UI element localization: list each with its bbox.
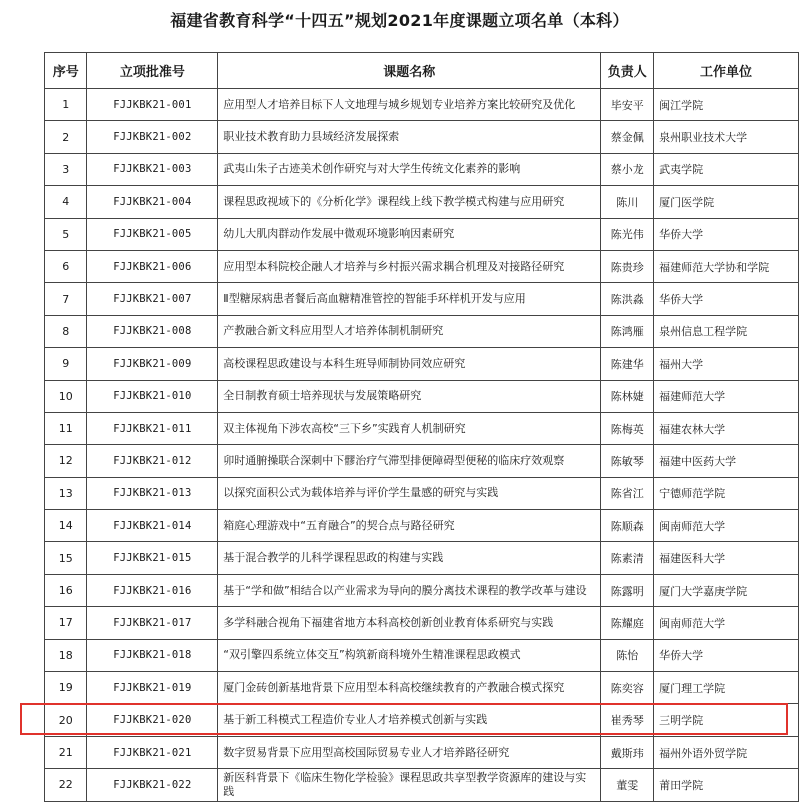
approval-number: FJJKBK21-003 [87, 153, 218, 185]
approval-number: FJJKBK21-011 [87, 412, 218, 444]
project-name: 课程思政视域下的《分析化学》课程线上线下教学模式构建与应用研究 [218, 186, 601, 218]
leader-name: 陈耀庭 [601, 607, 654, 639]
project-name: 卯时通腑操联合深刺中下髎治疗气滞型排便障碍型便秘的临床疗效观察 [218, 445, 601, 477]
row-index: 20 [45, 704, 87, 736]
approval-number: FJJKBK21-013 [87, 477, 218, 509]
organization: 福建师范大学协和学院 [654, 250, 799, 282]
leader-name: 陈川 [601, 186, 654, 218]
header-approval-number: 立项批准号 [87, 53, 218, 89]
leader-name: 陈奕容 [601, 672, 654, 704]
row-index: 9 [45, 348, 87, 380]
table-row [45, 380, 799, 412]
organization: 华侨大学 [654, 283, 799, 315]
approval-number: FJJKBK21-014 [87, 510, 218, 542]
row-index: 4 [45, 186, 87, 218]
organization: 福州外语外贸学院 [654, 736, 799, 768]
leader-name: 陈素清 [601, 542, 654, 574]
table-row [45, 510, 799, 542]
organization: 武夷学院 [654, 153, 799, 185]
organization: 福建医科大学 [654, 542, 799, 574]
project-name: 厦门金砖创新基地背景下应用型本科高校继续教育的产教融合模式探究 [218, 672, 601, 704]
leader-name: 戴斯玮 [601, 736, 654, 768]
project-name: 基于新工科模式工程造价专业人才培养模式创新与实践 [218, 704, 601, 736]
project-name: 以探究面积公式为载体培养与评价学生量感的研究与实践 [218, 477, 601, 509]
project-name: 应用型人才培养目标下人文地理与城乡规划专业培养方案比较研究及优化 [218, 89, 601, 121]
row-index: 2 [45, 121, 87, 153]
table-row [45, 89, 799, 121]
table-row [45, 769, 799, 801]
organization: 三明学院 [654, 704, 799, 736]
leader-name: 蔡金佩 [601, 121, 654, 153]
approval-number: FJJKBK21-018 [87, 639, 218, 671]
leader-name: 陈梅英 [601, 412, 654, 444]
table-row [45, 121, 799, 153]
table-body [45, 89, 799, 802]
organization: 福州大学 [654, 348, 799, 380]
organization: 莆田学院 [654, 769, 799, 801]
project-name: 箱庭心理游戏中“五育融合”的契合点与路径研究 [218, 510, 601, 542]
leader-name: 陈露明 [601, 574, 654, 606]
project-name: 职业技术教育助力县域经济发展探索 [218, 121, 601, 153]
table-row [45, 412, 799, 444]
approval-number: FJJKBK21-001 [87, 89, 218, 121]
row-index: 1 [45, 89, 87, 121]
row-index: 19 [45, 672, 87, 704]
table-row [45, 672, 799, 704]
organization: 闽南师范大学 [654, 607, 799, 639]
table-row [45, 153, 799, 185]
project-name: 新医科背景下《临床生物化学检验》课程思政共享型教学资源库的建设与实践 [218, 769, 601, 801]
header-leader: 负责人 [601, 53, 654, 89]
table-row [45, 315, 799, 347]
table-row [45, 218, 799, 250]
header-project-name: 课题名称 [218, 53, 601, 89]
project-name: 基于混合教学的儿科学课程思政的构建与实践 [218, 542, 601, 574]
organization: 闽南师范大学 [654, 510, 799, 542]
project-name: 全日制教育硕士培养现状与发展策略研究 [218, 380, 601, 412]
project-name: 数字贸易背景下应用型高校国际贸易专业人才培养路径研究 [218, 736, 601, 768]
row-index: 14 [45, 510, 87, 542]
project-name: 双主体视角下涉农高校“三下乡”实践育人机制研究 [218, 412, 601, 444]
row-index: 11 [45, 412, 87, 444]
row-index: 16 [45, 574, 87, 606]
row-index: 13 [45, 477, 87, 509]
table-row [45, 574, 799, 606]
organization: 福建师范大学 [654, 380, 799, 412]
row-index: 10 [45, 380, 87, 412]
organization: 厦门医学院 [654, 186, 799, 218]
leader-name: 陈贵珍 [601, 250, 654, 282]
table-header-row [45, 53, 799, 89]
organization: 厦门理工学院 [654, 672, 799, 704]
project-name: 高校课程思政建设与本科生班导师制协同效应研究 [218, 348, 601, 380]
leader-name: 陈顺森 [601, 510, 654, 542]
table-row [45, 348, 799, 380]
project-name: 幼儿大肌肉群动作发展中微观环境影响因素研究 [218, 218, 601, 250]
table-row [45, 283, 799, 315]
row-index: 8 [45, 315, 87, 347]
approval-number: FJJKBK21-010 [87, 380, 218, 412]
project-name: 武夷山朱子古迹美术创作研究与对大学生传统文化素养的影响 [218, 153, 601, 185]
organization: 宁德师范学院 [654, 477, 799, 509]
table-row [45, 445, 799, 477]
approval-number: FJJKBK21-020 [87, 704, 218, 736]
header-index: 序号 [45, 53, 87, 89]
approval-number: FJJKBK21-012 [87, 445, 218, 477]
leader-name: 陈光伟 [601, 218, 654, 250]
row-index: 3 [45, 153, 87, 185]
table-row [45, 704, 799, 736]
approval-number: FJJKBK21-016 [87, 574, 218, 606]
row-index: 21 [45, 736, 87, 768]
organization: 厦门大学嘉庚学院 [654, 574, 799, 606]
approval-number: FJJKBK21-021 [87, 736, 218, 768]
organization: 泉州职业技术大学 [654, 121, 799, 153]
leader-name: 陈林婕 [601, 380, 654, 412]
leader-name: 崔秀琴 [601, 704, 654, 736]
leader-name: 陈省江 [601, 477, 654, 509]
leader-name: 陈敏琴 [601, 445, 654, 477]
row-index: 17 [45, 607, 87, 639]
leader-name: 陈怡 [601, 639, 654, 671]
leader-name: 陈洪淼 [601, 283, 654, 315]
project-name: 多学科融合视角下福建省地方本科高校创新创业教育体系研究与实践 [218, 607, 601, 639]
project-name: 应用型本科院校企融人才培养与乡村振兴需求耦合机理及对接路径研究 [218, 250, 601, 282]
row-index: 22 [45, 769, 87, 801]
row-index: 15 [45, 542, 87, 574]
table-row [45, 477, 799, 509]
project-name: “双引擎四系统立体交互”构筑新商科境外生精准课程思政模式 [218, 639, 601, 671]
approval-number: FJJKBK21-008 [87, 315, 218, 347]
project-name: Ⅱ型糖尿病患者餐后高血糖精准管控的智能手环样机开发与应用 [218, 283, 601, 315]
organization: 闽江学院 [654, 89, 799, 121]
approval-number: FJJKBK21-022 [87, 769, 218, 801]
approval-number: FJJKBK21-002 [87, 121, 218, 153]
row-index: 12 [45, 445, 87, 477]
approval-number: FJJKBK21-007 [87, 283, 218, 315]
approval-number: FJJKBK21-019 [87, 672, 218, 704]
organization: 福建农林大学 [654, 412, 799, 444]
project-name: 产教融合新文科应用型人才培养体制机制研究 [218, 315, 601, 347]
approval-number: FJJKBK21-006 [87, 250, 218, 282]
row-index: 18 [45, 639, 87, 671]
project-name: 基于“学和做”相结合以产业需求为导向的膜分离技术课程的教学改革与建设 [218, 574, 601, 606]
organization: 泉州信息工程学院 [654, 315, 799, 347]
header-organization: 工作单位 [654, 53, 799, 89]
leader-name: 陈建华 [601, 348, 654, 380]
approval-number: FJJKBK21-009 [87, 348, 218, 380]
leader-name: 董雯 [601, 769, 654, 801]
leader-name: 蔡小龙 [601, 153, 654, 185]
organization: 华侨大学 [654, 218, 799, 250]
table-row [45, 250, 799, 282]
approval-number: FJJKBK21-017 [87, 607, 218, 639]
table-row [45, 639, 799, 671]
table-row [45, 186, 799, 218]
row-index: 7 [45, 283, 87, 315]
row-index: 6 [45, 250, 87, 282]
approval-number: FJJKBK21-015 [87, 542, 218, 574]
table-row [45, 736, 799, 768]
table-row [45, 542, 799, 574]
organization: 福建中医药大学 [654, 445, 799, 477]
approval-number: FJJKBK21-004 [87, 186, 218, 218]
organization: 华侨大学 [654, 639, 799, 671]
page-title: 福建省教育科学“十四五”规划2021年度课题立项名单（本科） [170, 11, 629, 30]
leader-name: 毕安平 [601, 89, 654, 121]
row-index: 5 [45, 218, 87, 250]
approval-number: FJJKBK21-005 [87, 218, 218, 250]
leader-name: 陈鸿雁 [601, 315, 654, 347]
table-row [45, 607, 799, 639]
project-table [44, 52, 799, 802]
